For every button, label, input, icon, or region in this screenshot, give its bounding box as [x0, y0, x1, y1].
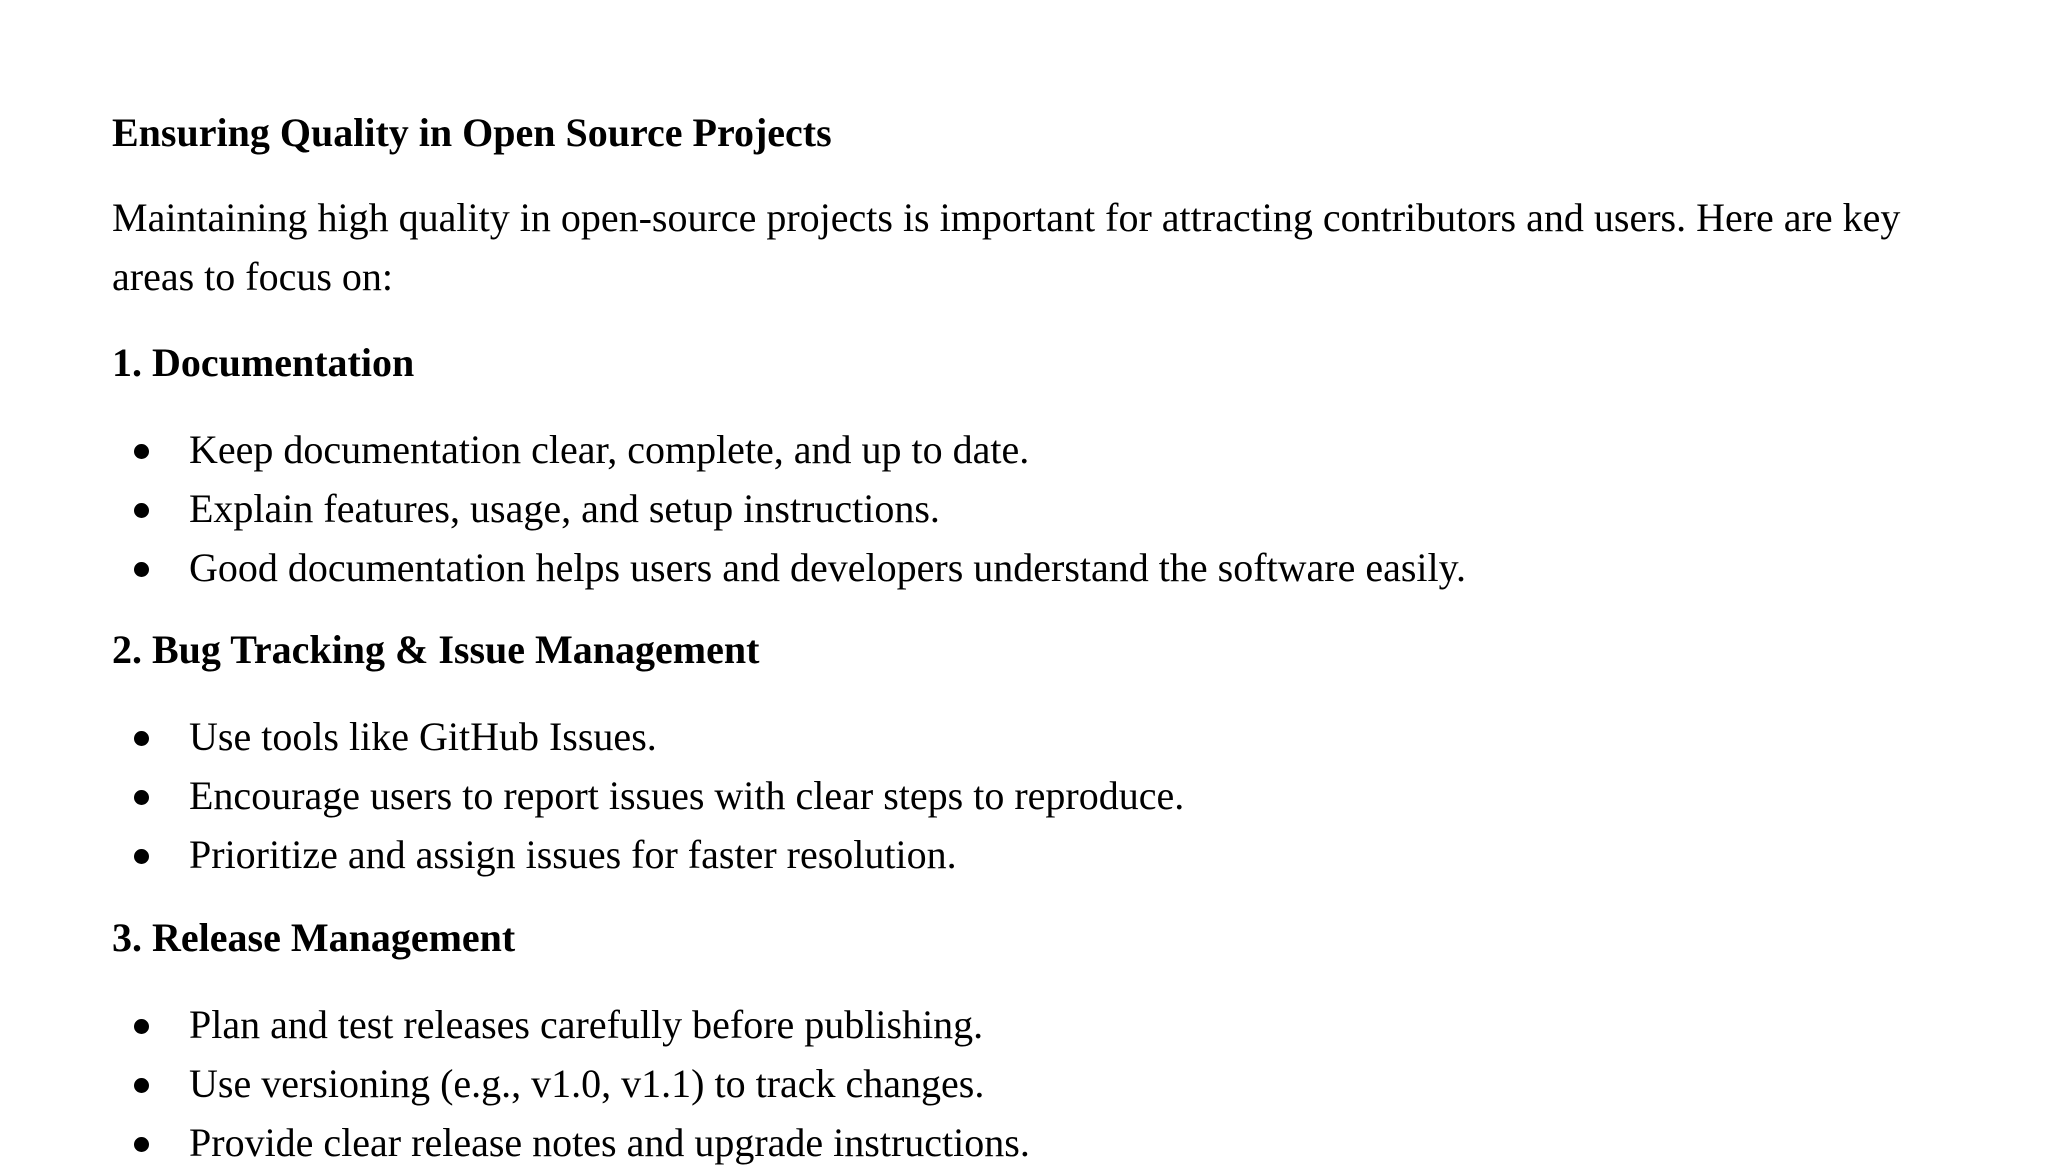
section-heading-bug-tracking: 2. Bug Tracking & Issue Management [112, 627, 760, 672]
list-item-text: Use versioning (e.g., v1.0, v1.1) to track changes. [189, 1061, 985, 1106]
bullet-dot-icon [134, 503, 149, 518]
list-item-text: Explain features, usage, and setup instructions. [189, 486, 940, 531]
bullet-dot-icon [134, 1137, 149, 1152]
section-heading-documentation: 1. Documentation [112, 340, 415, 385]
list-item-text: Keep documentation clear, complete, and up to date. [189, 427, 1030, 472]
bullet-dot-icon [134, 790, 149, 805]
intro-paragraph: Maintaining high quality in open-source projects is important for attracting contributors and users. Here are key areas to focus on: [112, 195, 1901, 299]
list-item-text: Plan and test releases carefully before publishing. [189, 1002, 984, 1047]
list-item-text: Prioritize and assign issues for faster resolution. [189, 832, 957, 877]
bullet-dot-icon [134, 444, 149, 459]
document-title: Ensuring Quality in Open Source Projects [112, 110, 832, 155]
list-item-text: Good documentation helps users and developers understand the software easily. [189, 545, 1467, 590]
bullet-dot-icon [134, 731, 149, 746]
list-item-text: Use tools like GitHub Issues. [189, 714, 657, 759]
bullet-dot-icon [134, 1019, 149, 1034]
bullet-dot-icon [134, 562, 149, 577]
list-item-text: Encourage users to report issues with clear steps to reproduce. [189, 773, 1185, 818]
section-heading-release-management: 3. Release Management [112, 915, 516, 960]
bullet-dot-icon [134, 849, 149, 864]
list-item-text: Provide clear release notes and upgrade instructions. [189, 1120, 1030, 1165]
bullet-dot-icon [134, 1078, 149, 1093]
